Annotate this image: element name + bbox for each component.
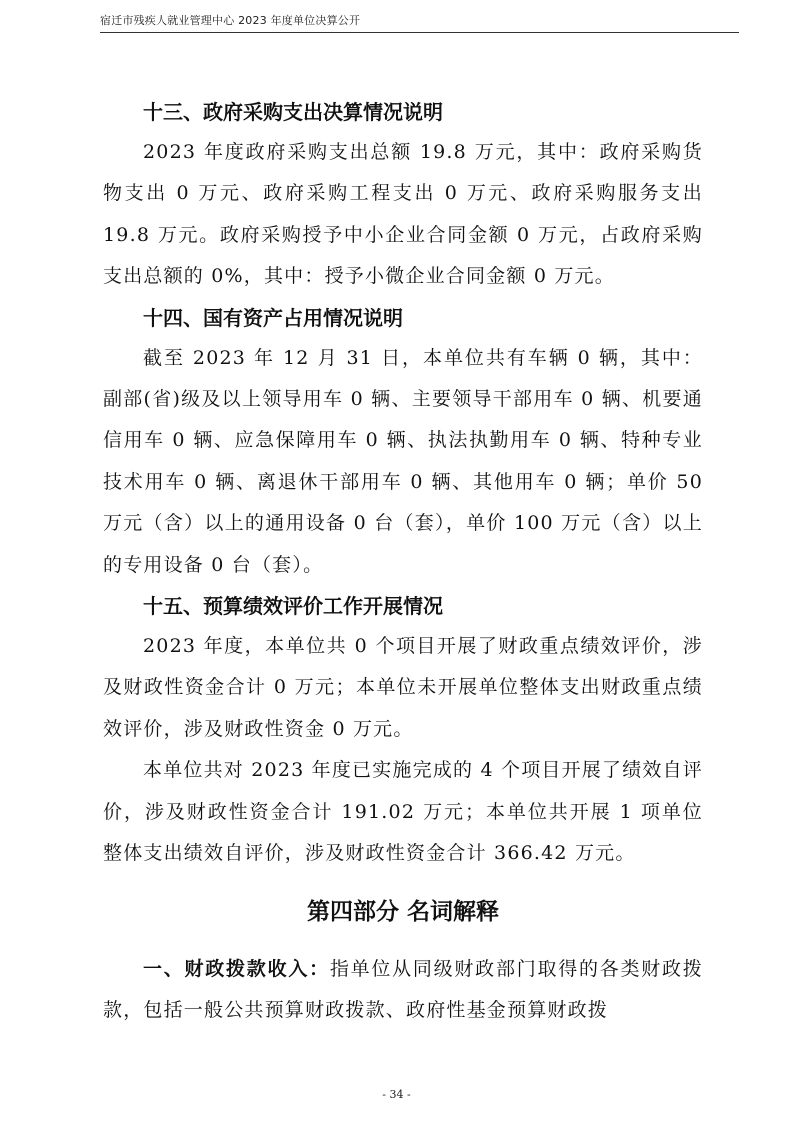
section-15-heading: 十五、预算绩效评价工作开展情况 [143, 594, 443, 619]
section-14-heading: 十四、国有资产占用情况说明 [143, 305, 403, 330]
page-number: - 34 - [382, 1088, 411, 1101]
section-13-heading: 十三、政府采购支出决算情况说明 [143, 100, 443, 124]
section-13-paragraph: 2023 年度政府采购支出总额 19.8 万元，其中：政府采购货物支出 0 万元、政府采购工程支出 0 万元、政府采购服务支出 19.8 万元。政府采购授予中小企业合同金额 0 万元，占政府采购支出总额的 0%，其中：授予小微企业合同金额 0 万元。 [103, 141, 703, 288]
page-content [103, 92, 703, 1031]
section-15-paragraph-2: 本单位共对 2023 年度已实施完成的 4 个项目开展了绩效自评价，涉及财政性资金合计 191.02 万元；本单位共开展 1 项单位整体支出绩效自评价，涉及财政性资金合计 366.42 万元。 [103, 759, 704, 865]
section-14-paragraph: 截至 2023 年 12 月 31 日，本单位共有车辆 0 辆，其中：副部(省)级及以上领导用车 0 辆、主要领导干部用车 0 辆、机要通信用车 0 辆、应急保障用车 0 辆、执法执勤用车 0 辆、特种专业技术用车 0 辆、离退休干部用车 0 辆、其他用车 0 辆；单价 50 万元（含）以上的通用设备 0 台（套），单价 100 万元（含）以上的专用设备 0 台（套）。 [103, 346, 703, 576]
glossary-definition: 指单位从同级财政部门取得的各类财政拨款，包括一般公共预算财政拨款、政府性基金预算财政拨 [103, 957, 703, 1021]
glossary-item-1 [103, 949, 703, 1032]
document-header: 宿迁市残疾人就业管理中心 2023 年度单位决算公开 [100, 14, 361, 27]
glossary-term: 一、财政拨款收入： [143, 957, 330, 980]
header-divider [100, 32, 739, 33]
part-4-title: 第四部分 名词解释 [306, 898, 499, 925]
section-15-paragraph-1: 2023 年度，本单位共 0 个项目开展了财政重点绩效评价，涉及财政性资金合计 0 万元；本单位未开展单位整体支出财政重点绩效评价，涉及财政性资金 0 万元。 [103, 635, 703, 740]
